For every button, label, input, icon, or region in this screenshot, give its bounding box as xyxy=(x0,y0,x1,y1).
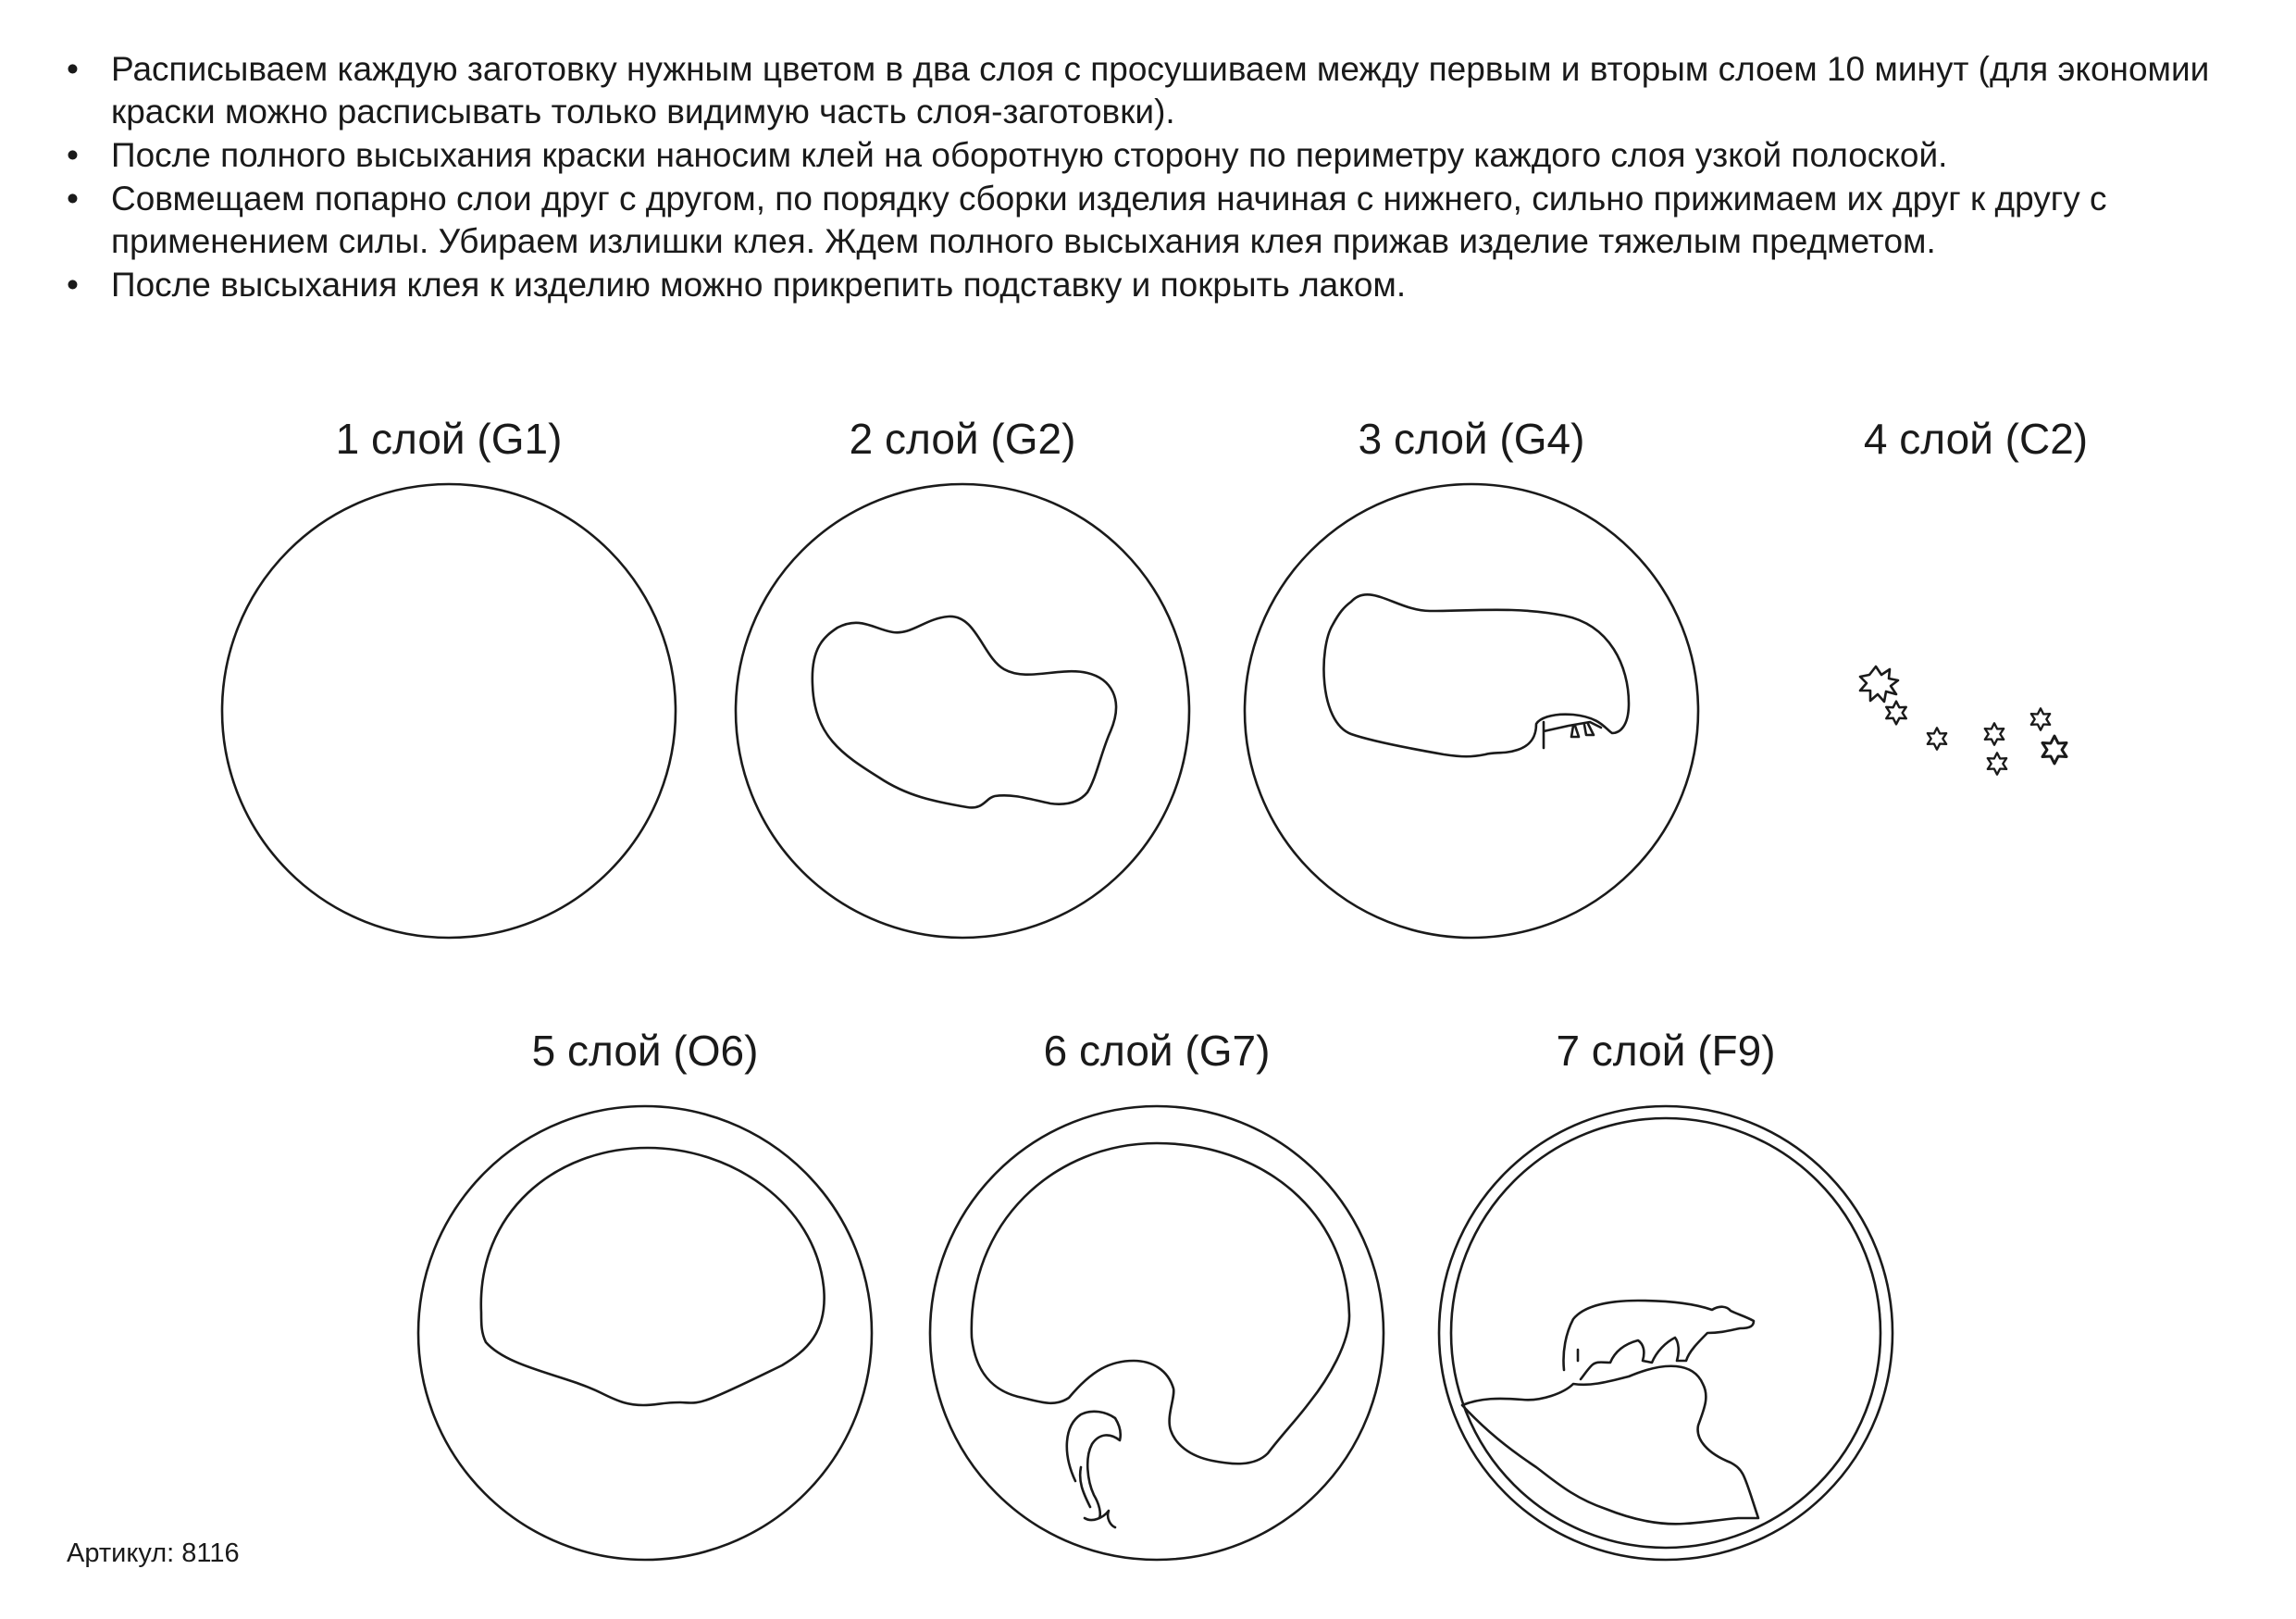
layer-5-piece xyxy=(418,1106,872,1560)
layer-7-title: 7 слой (F9) xyxy=(1556,1027,1776,1075)
layer-3-cutout xyxy=(1323,594,1629,756)
layer-4-title: 4 слой (C2) xyxy=(1863,415,2089,463)
layer-7-wave xyxy=(1462,1366,1758,1525)
layer-6-title: 6 слой (G7) xyxy=(1043,1027,1271,1075)
layer-1-piece xyxy=(222,484,676,938)
instruction-item: • Расписываем каждую заготовку нужным цветом в два слоя с просушиваем между первым и вторым слоем 10 минут (для экономии краски можно расписывать только видимую часть слоя-заготовки). xyxy=(67,48,2269,133)
layer-6-piece xyxy=(930,1106,1384,1560)
instruction-item: • Совмещаем попарно слои друг с другом, по порядку сборки изделия начиная с нижнего, сильно прижимаем их друг к другу с применением силы. Убираем излишки клея. Ждем полного высыхания клея прижав изделие тяжелым предметом. xyxy=(67,178,2269,263)
layer-7-inner-ring xyxy=(1451,1118,1880,1548)
star-icon xyxy=(1886,702,1905,725)
instruction-item: • После полного высыхания краски наносим клей на оборотную сторону по периметру каждого слоя узкой полоской. xyxy=(67,134,2269,177)
layer-5-outline xyxy=(418,1106,872,1560)
star-icon xyxy=(1988,753,2006,774)
layer-6-wave-cutout xyxy=(972,1143,1349,1463)
instruction-item: • После высыхания клея к изделию можно прикрепить подставку и покрыть лаком. xyxy=(67,264,2269,306)
star-icon xyxy=(1928,728,1946,749)
layer-7-piece xyxy=(1439,1106,1893,1560)
layer-4-piece xyxy=(1860,666,2066,775)
burst-star-icon xyxy=(1860,666,1898,702)
article-number: Артикул: 8116 xyxy=(67,1538,240,1568)
layer-3-title: 3 слой (G4) xyxy=(1358,415,1585,463)
layer-5-title: 5 слой (O6) xyxy=(531,1027,759,1075)
layer-3-outline xyxy=(1245,484,1698,938)
layer-2-blob-cutout xyxy=(813,616,1116,808)
layer-2-outline xyxy=(736,484,1189,938)
bear-cub-silhouette xyxy=(1544,722,1601,748)
star-icon xyxy=(2031,708,2050,729)
layer-2-title: 2 слой (G2) xyxy=(849,415,1076,463)
dolphin-icon xyxy=(1067,1412,1121,1527)
layer-2-piece xyxy=(736,484,1189,938)
layer-3-piece xyxy=(1245,484,1698,938)
layer-6-outline xyxy=(930,1106,1384,1560)
layer-7-outer-outline xyxy=(1439,1106,1893,1560)
layer-1-title: 1 слой (G1) xyxy=(335,415,563,463)
layer-1-outline xyxy=(222,484,676,938)
star-icon xyxy=(1985,723,2004,744)
star-icon xyxy=(2042,736,2066,764)
layer-5-dome-cutout xyxy=(481,1148,825,1405)
